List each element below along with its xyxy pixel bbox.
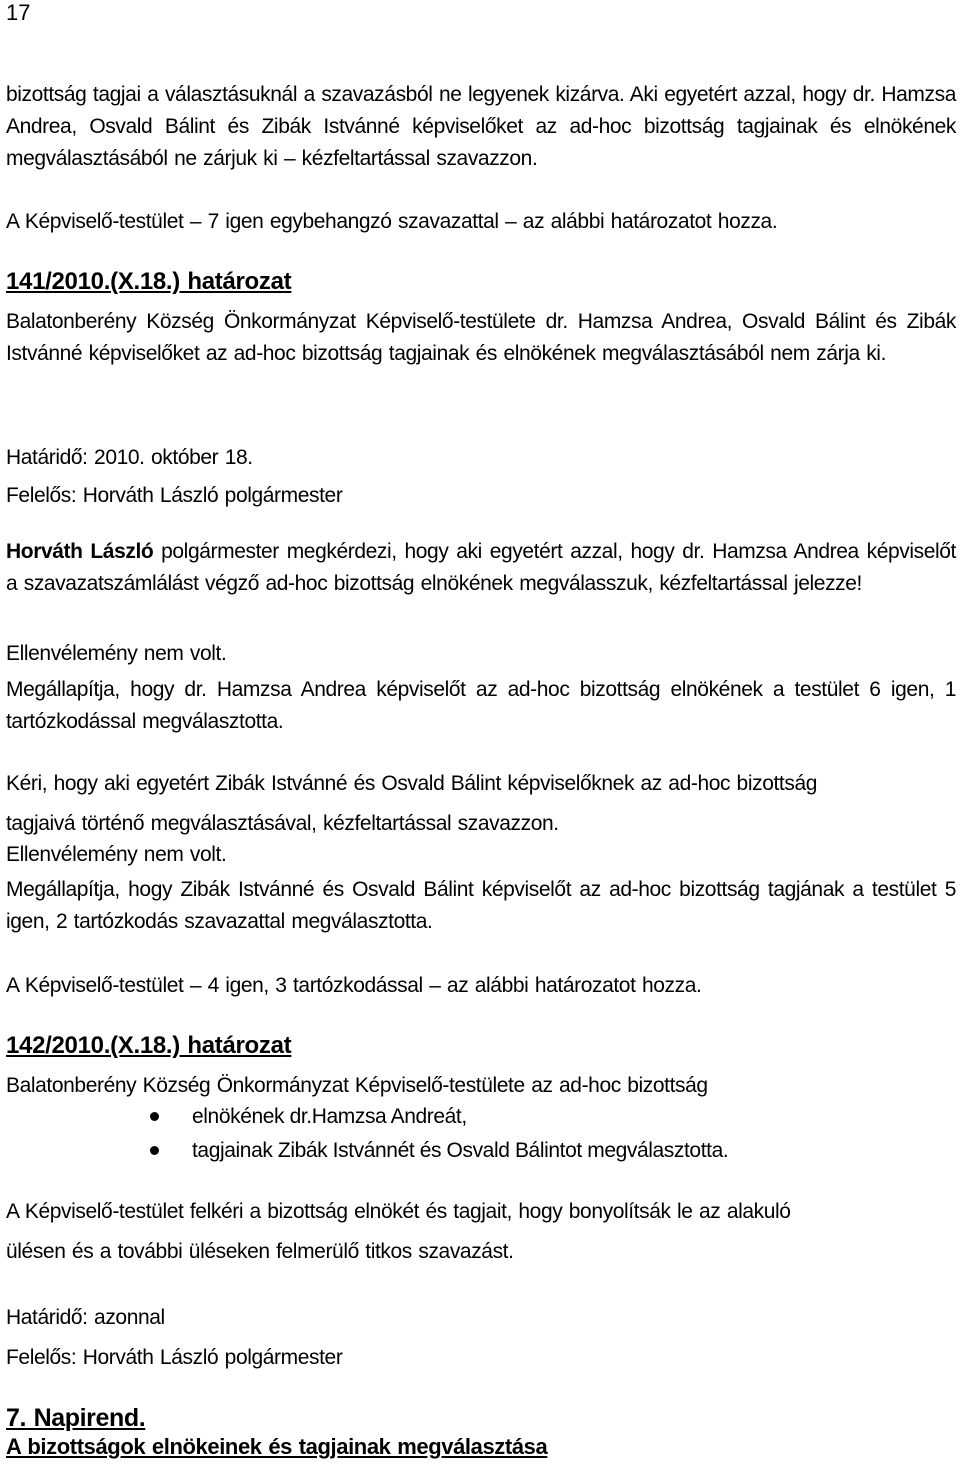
page-number: 17 [6, 0, 31, 25]
resolution-body-141: Balatonberény Község Önkormányzat Képviselő-testülete dr. Hamzsa Andrea, Osvald Bálint és Zibák Istvánné képviselőket az ad-hoc bizottság tagjainak és elnökének megválasztásából nem zárja ki. [6, 310, 956, 365]
mayor-name: Horváth László [6, 540, 154, 563]
list-item: tagjainak Zibák Istvánnét és Osvald Bálintot megválasztotta. [150, 1135, 930, 1166]
resolution-bullet-list [150, 1101, 930, 1169]
paragraph-intro: bizottság tagjai a választásuknál a szavazásból ne legyenek kizárva. Aki egyetért azzal, hogy dr. Hamzsa Andrea, Osvald Bálint és Zibák Istvánné képviselőket az ad-hoc bizottság tagjainak és elnökének megválasztásából ne zárjuk ki – kézfeltartással szavazzon. [6, 83, 956, 170]
paragraph-chair-vote-request [6, 536, 956, 600]
no-objection-2: Ellenvélemény nem volt. [6, 843, 227, 866]
paragraph-chair-elected: Megállapítja, hogy dr. Hamzsa Andrea képviselőt az ad-hoc bizottság elnökének a testület 6 igen, 1 tartózkodással megválasztotta. [6, 678, 956, 733]
resolution-request-line1: A Képviselő-testület felkéri a bizottság elnökét és tagjait, hogy bonyolítsák le az alakuló [6, 1200, 791, 1223]
agenda-title: 7. Napirend. [6, 1404, 146, 1432]
paragraph-members-vote-line2: tagjaivá történő megválasztásával, kézfeltartással szavazzon. [6, 812, 559, 835]
paragraph-members-vote-line1: Kéri, hogy aki egyetért Zibák Istvánné és Osvald Bálint képviselőknek az ad-hoc bizottság [6, 772, 818, 795]
paragraph-members-elected: Megállapítja, hogy Zibák Istvánné és Osvald Bálint képviselőt az ad-hoc bizottság tagjának a testület 5 igen, 2 tartózkodás szavazattal megválasztotta. [6, 878, 956, 933]
resolution-deadline-142: Határidő: azonnal [6, 1306, 165, 1329]
resolution-responsible-141: Felelős: Horváth László polgármester [6, 484, 343, 507]
bullet-icon [150, 1146, 159, 1155]
bullet-icon [150, 1112, 159, 1121]
resolution-responsible-142: Felelős: Horváth László polgármester [6, 1346, 343, 1369]
resolution-title-142: 142/2010.(X.18.) határozat [6, 1032, 292, 1059]
resolution-title-141: 141/2010.(X.18.) határozat [6, 268, 292, 295]
vote-statement-2: A Képviselő-testület – 4 igen, 3 tartózkodással – az alábbi határozatot hozza. [6, 974, 702, 997]
resolution-intro-142: Balatonberény Község Önkormányzat Képviselő-testülete az ad-hoc bizottság [6, 1074, 708, 1097]
resolution-request-line2: ülésen és a további üléseken felmerülő titkos szavazást. [6, 1240, 514, 1263]
agenda-subtitle: A bizottságok elnökeinek és tagjainak megválasztása [6, 1434, 548, 1459]
resolution-deadline-141: Határidő: 2010. október 18. [6, 446, 253, 469]
chair-vote-request-text: polgármester megkérdezi, hogy aki egyetért azzal, hogy dr. Hamzsa Andrea képviselőt a szavazatszámlálást végző ad-hoc bizottság elnökének megválasszuk, kézfeltartással jelezze! [6, 540, 956, 595]
no-objection-1: Ellenvélemény nem volt. [6, 642, 227, 665]
list-item: elnökének dr.Hamzsa Andreát, [150, 1101, 930, 1132]
vote-statement-1: A Képviselő-testület – 7 igen egybehangzó szavazattal – az alábbi határozatot hozza. [6, 210, 778, 233]
